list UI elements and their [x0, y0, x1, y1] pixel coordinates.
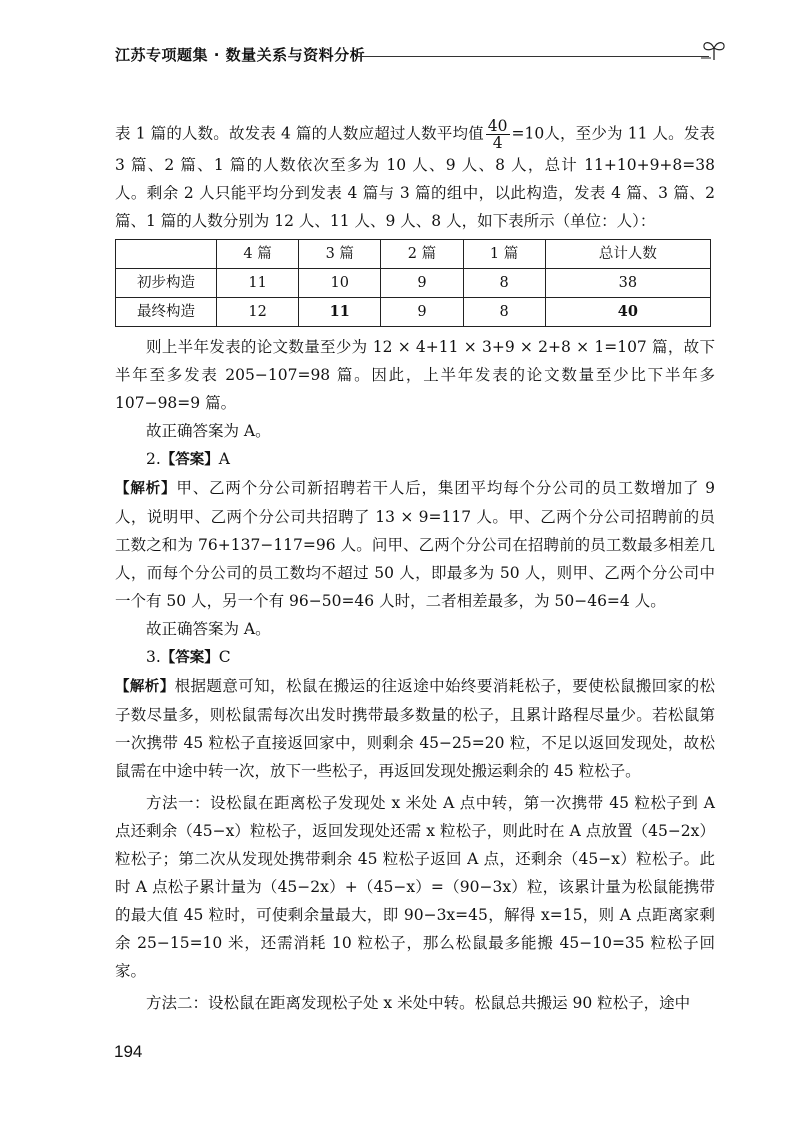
intro-text-2: =10人，至少为 11 人。发表 3 篇、2 篇、1 篇的人数依次至多为 10 人、9 人、8 人，总计 11+10+9+8=38 人。剩余 2 人只能平均分到发表 4 篇与 3 篇的组中，以此构造，发表 4 篇、3 篇、2 篇、1 篇的人数分别为 12 人、11 人、9 人、8 人，如下表所示（单位：人）： [115, 124, 715, 230]
answer-label: 【答案】 [160, 452, 219, 468]
question-2-analysis [115, 474, 715, 615]
table-header-cell: 总计人数 [545, 240, 710, 269]
fraction [486, 118, 510, 151]
answer-label: 【答案】 [160, 650, 219, 666]
table-header-cell [116, 240, 217, 269]
question-3-answer [115, 643, 715, 672]
analysis-text: 根据题意可知，松鼠在搬运的往返途中始终要消耗松子，要使松鼠搬回家的松子数尽量多，则松鼠需每次出发时携带最多数量的松子，且累计路程尽量少。若松鼠第一次携带 45 粒松子直接返回家中，则剩余 45−25=20 粒，不足以返回发现处，故松鼠需在中途中转一次，放下一些松子，再返回发现处搬运剩余的 45 粒松子。 [115, 677, 715, 780]
question-number: 3. [146, 648, 161, 666]
page-header [115, 38, 727, 68]
question-number: 2. [146, 450, 161, 468]
table-cell: 11 [299, 298, 381, 327]
sprout-icon [701, 38, 727, 66]
table-row [116, 298, 711, 327]
table-cell: 8 [463, 269, 545, 298]
construction-table [115, 239, 711, 327]
table-cell: 9 [381, 269, 463, 298]
question-2-answer [115, 445, 715, 474]
table-cell: 11 [217, 269, 299, 298]
page-number: 194 [114, 1042, 143, 1061]
paragraph-conclusion-1: 故正确答案为 A。 [146, 422, 271, 440]
analysis-label: 【解析】 [115, 679, 175, 695]
answer-value: A [218, 450, 230, 468]
header-title: 江苏专项题集 · 数量关系与资料分析 [115, 46, 366, 64]
question-3-analysis [115, 672, 715, 785]
row-label: 初步构造 [116, 269, 217, 298]
analysis-text: 甲、乙两个分公司新招聘若干人后，集团平均每个分公司的员工数增加了 9 人，说明甲、乙两个分公司共招聘了 13 × 9=117 人。甲、乙两个分公司招聘前的员工数之和为 76+137−117=96 人。问甲、乙两个分公司在招聘前的员工数最多相差几人，而每个分公司的员工数均不超过 50 人，即最多为 50 人，则甲、乙两个分公司中一个有 50 人，另一个有 96−50=46 人时，二者相差最多，为 50−46=4 人。 [115, 479, 715, 610]
fraction-denominator: 4 [492, 134, 503, 152]
row-label: 最终构造 [116, 298, 217, 327]
table-row [116, 269, 711, 298]
table-cell: 38 [545, 269, 710, 298]
question-3-method-1: 方法一：设松鼠在距离松子发现处 x 米处 A 点中转，第一次携带 45 粒松子到 A 点还剩余（45−x）粒松子，返回发现处还需 x 粒松子，则此时在 A 点放置（45−2x）粒松子；第二次从发现处携带剩余 45 粒松子返回 A 点，还剩余（45−x）粒松子。此时 A 点松子累计量为（45−2x）+（45−x）=（90−3x）粒，该累计量为松鼠能携带的最大值 45 粒时，可使剩余量最大，即 90−3x=45，解得 x=15，则 A 点距离家剩余 25−15=10 米，还需消耗 10 粒松子，那么松鼠最多能搬 45−10=35 粒松子回家。 [115, 794, 715, 980]
table-cell: 10 [299, 269, 381, 298]
table-header-row [116, 240, 711, 269]
table-cell: 12 [217, 298, 299, 327]
table-header-cell: 4 篇 [217, 240, 299, 269]
header-rule [355, 56, 709, 57]
question-3-method-2: 方法二：设松鼠在距离发现松子处 x 米处中转。松鼠总共搬运 90 粒松子，途中 [146, 994, 691, 1012]
table-header-cell: 1 篇 [463, 240, 545, 269]
table-cell: 9 [381, 298, 463, 327]
answer-value: C [218, 648, 231, 666]
table-cell: 40 [545, 298, 710, 327]
intro-text-1: 表 1 篇的人数。故发表 4 篇的人数应超过人数平均值 [115, 124, 484, 143]
paragraph-calc: 则上半年发表的论文数量至少为 12 × 4+11 × 3+9 × 2+8 × 1=107 篇，故下半年至多发表 205−107=98 篇。因此，上半年发表的论文数量至少比下半年多 107−98=9 篇。 [115, 338, 715, 412]
analysis-label: 【解析】 [115, 481, 177, 497]
question-2-conclusion: 故正确答案为 A。 [146, 620, 271, 638]
page-content [115, 118, 715, 1017]
table-header-cell: 2 篇 [381, 240, 463, 269]
table-cell: 8 [463, 298, 545, 327]
fraction-numerator: 40 [487, 117, 508, 135]
table-header-cell: 3 篇 [299, 240, 381, 269]
paragraph-intro [115, 118, 715, 235]
